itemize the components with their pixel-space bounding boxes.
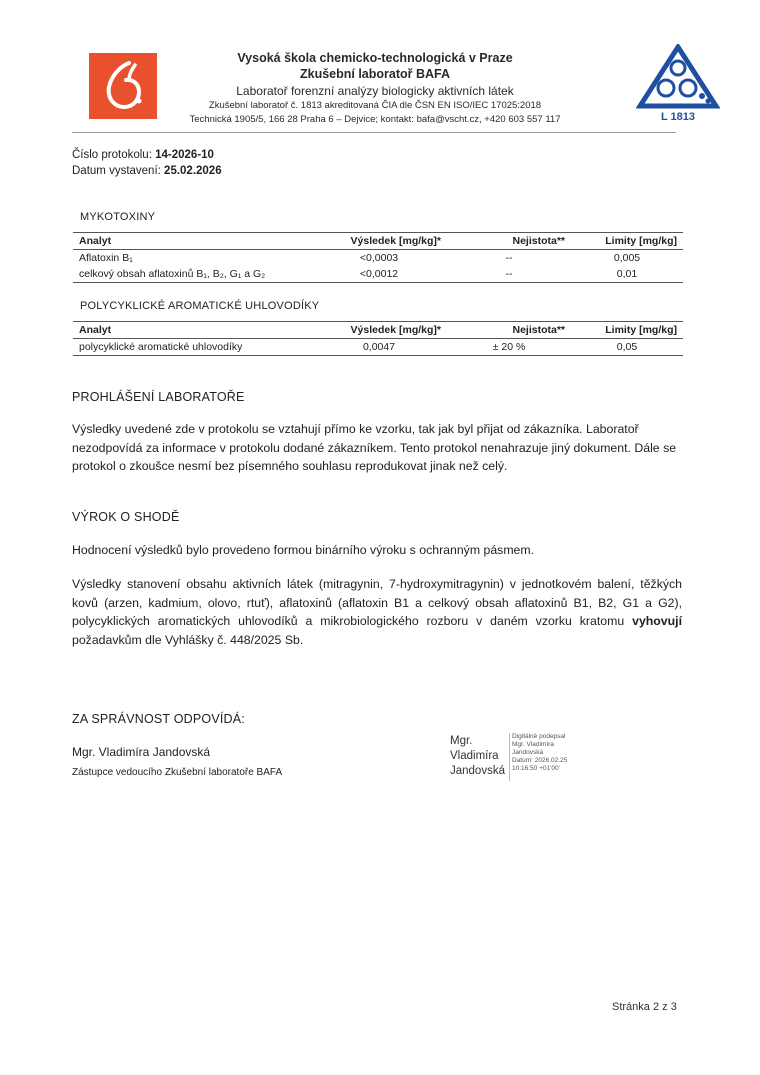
- pah-table: [73, 321, 683, 356]
- result-cell: <0,0003: [359, 252, 399, 264]
- lab-name: Zkušební laboratoř BAFA: [299, 67, 451, 81]
- table-row: [73, 339, 683, 356]
- mycotoxins-title: MYKOTOXINY: [80, 211, 156, 223]
- page-number: Stránka 2 z 3: [612, 1001, 677, 1013]
- declaration-text: Výsledky uvedené zde v protokolu se vztahují přímo ke vzorku, tak jak byl přijat od zákazníka. Laboratoř nezodpovídá za informace v protokolu dodané zákazníkem. Tento protokol nenahrazuje jiný dokument. Dále se protokol o zkoušce nesmí bez písemného souhlasu reprodukovat jinak než celý.: [72, 422, 677, 473]
- statement-text-end: požadavkům dle Vyhlášky č. 448/2025 Sb.: [72, 632, 304, 647]
- column-header: Nejistota**: [447, 322, 571, 339]
- responsible-name: Mgr. Vladimíra Jandovská: [72, 745, 211, 759]
- table-row: [73, 266, 683, 283]
- letterhead: [165, 50, 585, 127]
- uncertainty-cell: --: [447, 266, 571, 283]
- accreditation-line: Zkušební laboratoř č. 1813 akreditovaná ČIA dle ČSN EN ISO/IEC 17025:2018: [208, 100, 542, 111]
- institution-name: Vysoká škola chemicko-technologická v Praze: [237, 51, 513, 65]
- drop-logo-icon: [89, 53, 157, 119]
- limit-cell: 0,005: [613, 252, 641, 264]
- column-header: Limity [mg/kg]: [571, 322, 683, 339]
- digital-signature-name: [450, 734, 508, 779]
- analyte-cell: celkový obsah aflatoxinů B₁, B₂, G₁ a G₂: [73, 266, 311, 283]
- contact-line: Technická 1905/5, 166 28 Praha 6 – Dejvice; kontakt: bafa@vscht.cz, +420 603 557 117: [189, 114, 561, 125]
- analyte-cell: Aflatoxin B₁: [79, 252, 133, 264]
- conformity-statement: [72, 575, 682, 649]
- pah-title: POLYCYKLICKÉ AROMATICKÉ UHLOVODÍKY: [80, 300, 320, 312]
- signature-detail: Digitálně podepsal: [512, 733, 566, 740]
- signature-line: Jandovská: [450, 765, 505, 777]
- column-header: Nejistota**: [447, 233, 571, 250]
- signature-line: Mgr.: [450, 735, 473, 747]
- signature-detail: 10:16:50 +01'00': [512, 765, 560, 772]
- table-row: [73, 250, 683, 267]
- limit-cell: 0,05: [571, 339, 683, 356]
- vscht-logo: [89, 53, 157, 119]
- lab-subtitle: Laboratoř forenzní analýzy biologicky aktivních látek: [236, 84, 514, 98]
- result-cell: 0,0047: [311, 339, 447, 356]
- table-header-row: [73, 233, 683, 250]
- signature-divider: [509, 733, 510, 781]
- accreditation-number: L 1813: [660, 111, 696, 123]
- table-header-row: [73, 322, 683, 339]
- signature-detail: Mgr. Vladimíra: [512, 741, 554, 748]
- declaration-heading: PROHLÁŠENÍ LABORATOŘE: [72, 390, 245, 404]
- uncertainty-cell: ± 20 %: [447, 339, 571, 356]
- limit-cell: 0,01: [571, 266, 683, 283]
- analyte-cell: polycyklické aromatické uhlovodíky: [73, 339, 311, 356]
- accreditation-triangle-icon: [636, 44, 720, 124]
- conformity-heading: VÝROK O SHODĚ: [72, 510, 180, 524]
- responsible-heading: ZA SPRÁVNOST ODPOVÍDÁ:: [72, 712, 245, 726]
- conformity-method-text: Hodnocení výsledků bylo provedeno formou binárního výroku s ochranným pásmem.: [72, 543, 535, 557]
- statement-verdict: vyhovují: [632, 614, 682, 628]
- uncertainty-cell: --: [505, 252, 513, 264]
- column-header: Analyt: [73, 322, 311, 339]
- issue-date-value: 25.02.2026: [164, 165, 222, 177]
- issue-date-label: Datum vystavení:: [72, 165, 161, 177]
- statement-text-start: Výsledky stanovení obsahu aktivních látek (mitragynin, 7-hydroxymitragynin) v jednotkovém balení, těžkých kovů (arzen, kadmium, olovo, rtuť), aflatoxinů (aflatoxin B1 a celkový obsah aflatoxinů B1, B2, G1 a G2), polycyklických aromatických uhlovodíků a mikrobiologického rozboru v daném vzorku kratomu: [72, 577, 682, 628]
- result-cell: <0,0012: [311, 266, 447, 283]
- signature-detail: Datum: 2026.02.25: [512, 757, 568, 764]
- cia-accreditation-logo: [636, 44, 720, 124]
- issue-date: [72, 164, 222, 179]
- column-header: Analyt: [73, 233, 311, 250]
- protocol-number-value: 14-2026-10: [155, 149, 214, 161]
- signature-detail: Jandovská: [512, 749, 544, 756]
- signature-line: Vladimíra: [450, 750, 499, 762]
- responsible-role: Zástupce vedoucího Zkušební laboratoře BAFA: [72, 767, 283, 778]
- column-header: Výsledek [mg/kg]*: [311, 322, 447, 339]
- protocol-number-label: Číslo protokolu:: [72, 149, 152, 161]
- column-header: Limity [mg/kg]: [571, 233, 683, 250]
- digital-signature-details: [512, 733, 602, 773]
- protocol-number: [72, 148, 214, 163]
- header-divider: [72, 132, 676, 133]
- column-header: Výsledek [mg/kg]*: [311, 233, 447, 250]
- mycotoxins-table: [73, 232, 683, 283]
